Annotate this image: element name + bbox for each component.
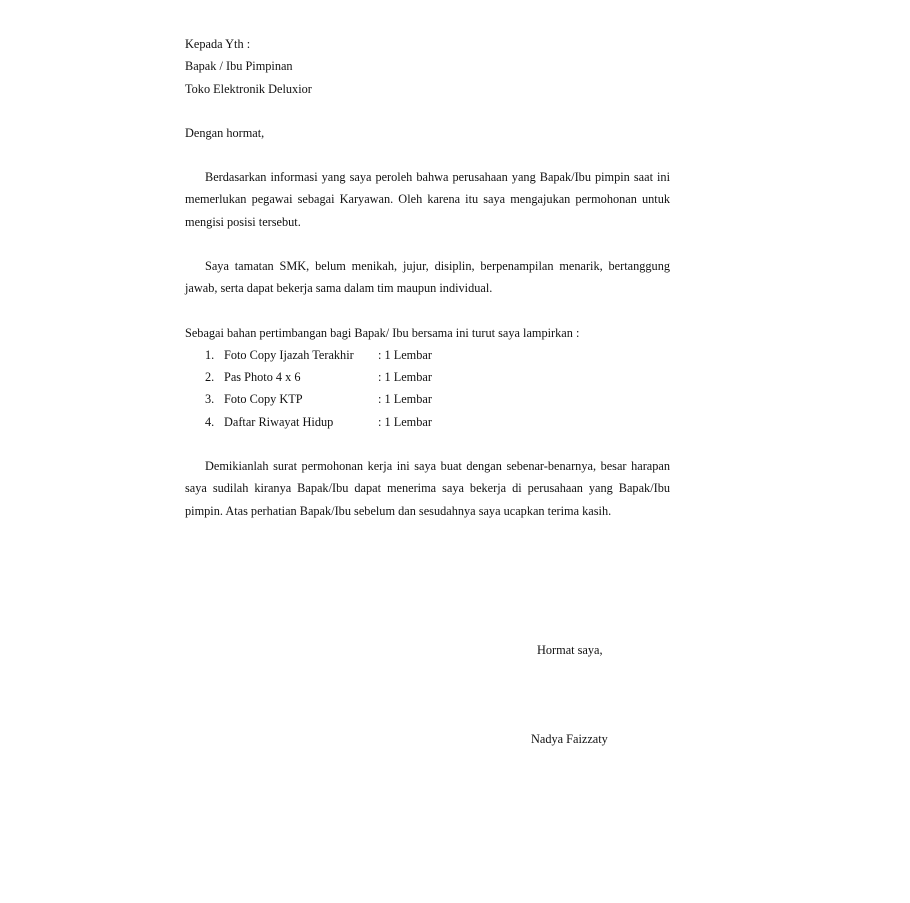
paragraph-attachments-intro: Sebagai bahan pertimbangan bagi Bapak/ Ibu bersama ini turut saya lampirkan : xyxy=(185,326,580,340)
attachment-number: 4. xyxy=(205,415,215,429)
paragraph-closing: Demikianlah surat permohonan kerja ini saya buat dengan sebenar-benarnya, besar harapan saya sudilah kiranya Bapak/Ibu dapat menerima saya bekerja di perusahaan yang Bapak/Ibu pimpin. Atas perhatian Bapak/Ibu sebelum dan sesudahnya saya ucapkan terima kasih. xyxy=(185,459,670,518)
attachment-quantity: : 1 Lembar xyxy=(378,415,432,429)
attachment-number: 2. xyxy=(205,370,215,384)
signature-closing: Hormat saya, xyxy=(537,643,603,657)
attachment-quantity: : 1 Lembar xyxy=(378,348,432,362)
paragraph-intro: Berdasarkan informasi yang saya peroleh bahwa perusahaan yang Bapak/Ibu pimpin saat ini memerlukan pegawai sebagai Karyawan. Oleh karena itu saya mengajukan permohonan untuk mengisi posisi tersebut. xyxy=(185,170,670,229)
attachment-number: 3. xyxy=(205,392,215,406)
recipient-block xyxy=(185,33,670,100)
attachment-name: Foto Copy KTP xyxy=(224,392,303,406)
paragraph-qualifications: Saya tamatan SMK, belum menikah, jujur, disiplin, berpenampilan menarik, bertanggung jawab, serta dapat bekerja sama dalam tim maupun individual. xyxy=(185,259,670,296)
recipient-line-1: Kepada Yth : xyxy=(185,37,251,51)
attachment-name: Foto Copy Ijazah Terakhir xyxy=(224,348,354,362)
attachment-name: Daftar Riwayat Hidup xyxy=(224,415,334,429)
salutation: Dengan hormat, xyxy=(185,126,265,140)
recipient-line-2: Bapak / Ibu Pimpinan xyxy=(185,59,293,74)
attachment-quantity: : 1 Lembar xyxy=(378,392,432,406)
attachment-name: Pas Photo 4 x 6 xyxy=(224,370,301,384)
attachment-quantity: : 1 Lembar xyxy=(378,370,432,384)
recipient-line-3: Toko Elektronik Deluxior xyxy=(185,81,312,96)
signature-name: Nadya Faizzaty xyxy=(531,732,608,746)
attachment-number: 1. xyxy=(205,348,215,362)
